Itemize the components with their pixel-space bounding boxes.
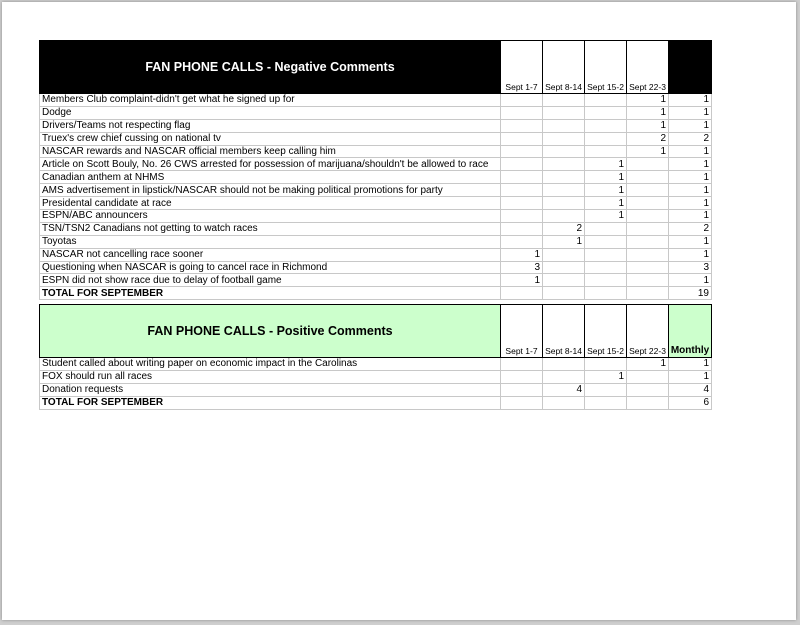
- negative-cell-total: 1: [669, 197, 712, 210]
- negative-cell-week-2: [543, 94, 585, 107]
- negative-cell-total: 1: [669, 235, 712, 248]
- positive-table-row: [40, 383, 712, 396]
- negative-cell-description: Presidental candidate at race: [40, 197, 501, 210]
- negative-cell-week-1: [501, 184, 543, 197]
- negative-cell-week-2: [543, 158, 585, 171]
- negative-cell-description: ESPN did not show race due to delay of football game: [40, 274, 501, 287]
- positive-cell-week-2: [543, 358, 585, 371]
- negative-cell-total: 1: [669, 171, 712, 184]
- positive-cell-week-1: [501, 370, 543, 383]
- negative-col-total: [669, 41, 712, 94]
- negative-cell-description: Toyotas: [40, 235, 501, 248]
- positive-cell-week-4: 1: [627, 358, 669, 371]
- negative-table-row: [40, 210, 712, 223]
- negative-cell-week-3: [585, 222, 627, 235]
- negative-cell-week-1: [501, 106, 543, 119]
- negative-cell-total: 1: [669, 274, 712, 287]
- negative-cell-week-1: [501, 235, 543, 248]
- negative-cell-week-2: 2: [543, 222, 585, 235]
- negative-cell-week-3: 1: [585, 158, 627, 171]
- negative-cell-total: 1: [669, 184, 712, 197]
- negative-cell-week-3: 1: [585, 197, 627, 210]
- negative-cell-week-4: 1: [627, 145, 669, 158]
- negative-col-week-1: Sept 1-7: [501, 41, 543, 94]
- negative-total-empty-cell: [585, 287, 627, 300]
- positive-col-week-3: Sept 15-2: [585, 305, 627, 358]
- positive-cell-total: 1: [669, 358, 712, 371]
- positive-col-week-4: Sept 22-3: [627, 305, 669, 358]
- negative-cell-description: AMS advertisement in lipstick/NASCAR should not be making political promotions for party: [40, 184, 501, 197]
- negative-cell-week-1: [501, 145, 543, 158]
- negative-cell-week-1: [501, 94, 543, 107]
- negative-cell-week-4: [627, 158, 669, 171]
- negative-cell-description: Article on Scott Bouly, No. 26 CWS arrested for possession of marijuana/shouldn't be allowed to race: [40, 158, 501, 171]
- negative-cell-week-3: [585, 248, 627, 261]
- positive-total-empty-cell: [501, 396, 543, 409]
- negative-cell-week-2: [543, 197, 585, 210]
- negative-table-row: [40, 158, 712, 171]
- negative-cell-week-3: [585, 274, 627, 287]
- negative-table-row: [40, 106, 712, 119]
- positive-total-empty-cell: [543, 396, 585, 409]
- negative-total-label: TOTAL FOR SEPTEMBER: [40, 287, 501, 300]
- negative-cell-week-3: [585, 119, 627, 132]
- positive-cell-description: Student called about writing paper on economic impact in the Carolinas: [40, 358, 501, 371]
- negative-cell-week-1: [501, 119, 543, 132]
- negative-cell-description: TSN/TSN2 Canadians not getting to watch races: [40, 222, 501, 235]
- negative-cell-total: 1: [669, 210, 712, 223]
- negative-cell-week-3: 1: [585, 210, 627, 223]
- negative-cell-week-3: [585, 145, 627, 158]
- positive-total-row: [40, 396, 712, 409]
- negative-cell-description: Canadian anthem at NHMS: [40, 171, 501, 184]
- negative-cell-week-2: [543, 184, 585, 197]
- positive-col-week-2: Sept 8-14: [543, 305, 585, 358]
- negative-table-row: [40, 197, 712, 210]
- negative-table-row: [40, 94, 712, 107]
- positive-cell-week-3: 1: [585, 370, 627, 383]
- negative-cell-week-3: [585, 94, 627, 107]
- negative-cell-total: 1: [669, 158, 712, 171]
- positive-cell-week-2: 4: [543, 383, 585, 396]
- negative-cell-week-4: 1: [627, 119, 669, 132]
- negative-cell-week-4: 2: [627, 132, 669, 145]
- negative-cell-week-4: [627, 210, 669, 223]
- negative-total-row: [40, 287, 712, 300]
- negative-cell-description: NASCAR not cancelling race sooner: [40, 248, 501, 261]
- positive-cell-week-1: [501, 358, 543, 371]
- negative-cell-total: 1: [669, 94, 712, 107]
- negative-cell-description: Questioning when NASCAR is going to cancel race in Richmond: [40, 261, 501, 274]
- negative-table-row: [40, 145, 712, 158]
- positive-table-row: [40, 370, 712, 383]
- negative-cell-total: 1: [669, 106, 712, 119]
- negative-cell-description: Members Club complaint-didn't get what he signed up for: [40, 94, 501, 107]
- negative-cell-week-3: [585, 132, 627, 145]
- negative-cell-week-4: [627, 197, 669, 210]
- negative-col-week-3: Sept 15-2: [585, 41, 627, 94]
- negative-cell-week-1: [501, 132, 543, 145]
- positive-table-row: [40, 358, 712, 371]
- negative-cell-description: ESPN/ABC announcers: [40, 210, 501, 223]
- negative-table-title: FAN PHONE CALLS - Negative Comments: [40, 41, 501, 94]
- negative-header-row: [40, 41, 712, 94]
- negative-cell-week-3: 1: [585, 171, 627, 184]
- negative-table-row: [40, 184, 712, 197]
- negative-cell-week-2: [543, 119, 585, 132]
- negative-table-row: [40, 171, 712, 184]
- negative-cell-week-2: 1: [543, 235, 585, 248]
- positive-total-value: 6: [669, 396, 712, 409]
- positive-cell-week-4: [627, 383, 669, 396]
- negative-table-row: [40, 132, 712, 145]
- negative-cell-week-2: [543, 261, 585, 274]
- negative-cell-week-2: [543, 274, 585, 287]
- negative-cell-total: 1: [669, 248, 712, 261]
- negative-cell-week-4: 1: [627, 94, 669, 107]
- negative-total-empty-cell: [627, 287, 669, 300]
- negative-cell-week-4: [627, 184, 669, 197]
- negative-cell-description: Truex's crew chief cussing on national tv: [40, 132, 501, 145]
- negative-cell-total: 1: [669, 145, 712, 158]
- negative-cell-week-2: [543, 171, 585, 184]
- negative-cell-week-2: [543, 132, 585, 145]
- positive-cell-week-4: [627, 370, 669, 383]
- negative-cell-week-4: [627, 274, 669, 287]
- positive-total-empty-cell: [627, 396, 669, 409]
- negative-cell-description: Dodge: [40, 106, 501, 119]
- document-page: [2, 2, 796, 620]
- negative-cell-week-3: [585, 235, 627, 248]
- negative-cell-week-1: [501, 171, 543, 184]
- negative-cell-week-3: [585, 261, 627, 274]
- negative-cell-total: 2: [669, 132, 712, 145]
- positive-cell-week-3: [585, 358, 627, 371]
- positive-cell-week-2: [543, 370, 585, 383]
- negative-cell-week-1: [501, 210, 543, 223]
- positive-cell-description: Donation requests: [40, 383, 501, 396]
- positive-table-body: [40, 358, 712, 410]
- negative-cell-week-1: 1: [501, 248, 543, 261]
- positive-comments-table: [39, 304, 712, 410]
- positive-cell-total: 1: [669, 370, 712, 383]
- negative-table-body: [40, 94, 712, 300]
- negative-cell-week-4: [627, 261, 669, 274]
- negative-col-week-2: Sept 8-14: [543, 41, 585, 94]
- negative-table-row: [40, 119, 712, 132]
- negative-cell-week-3: 1: [585, 184, 627, 197]
- positive-table-title: FAN PHONE CALLS - Positive Comments: [40, 305, 501, 358]
- negative-table-row: [40, 261, 712, 274]
- positive-col-week-1: Sept 1-7: [501, 305, 543, 358]
- negative-total-value: 19: [669, 287, 712, 300]
- positive-total-empty-cell: [585, 396, 627, 409]
- negative-cell-total: 1: [669, 119, 712, 132]
- negative-cell-week-1: 1: [501, 274, 543, 287]
- negative-cell-week-4: 1: [627, 106, 669, 119]
- negative-table-row: [40, 274, 712, 287]
- negative-table-row: [40, 235, 712, 248]
- negative-cell-week-1: [501, 222, 543, 235]
- negative-cell-week-4: [627, 235, 669, 248]
- negative-col-week-4: Sept 22-3: [627, 41, 669, 94]
- positive-col-monthly: Monthly: [669, 305, 712, 358]
- negative-cell-week-2: [543, 145, 585, 158]
- negative-cell-week-1: [501, 158, 543, 171]
- negative-cell-week-3: [585, 106, 627, 119]
- positive-cell-total: 4: [669, 383, 712, 396]
- negative-cell-week-2: [543, 210, 585, 223]
- negative-cell-week-4: [627, 222, 669, 235]
- negative-table-row: [40, 222, 712, 235]
- negative-cell-description: Drivers/Teams not respecting flag: [40, 119, 501, 132]
- negative-cell-week-2: [543, 106, 585, 119]
- negative-total-empty-cell: [543, 287, 585, 300]
- negative-cell-week-4: [627, 171, 669, 184]
- positive-cell-week-3: [585, 383, 627, 396]
- positive-cell-week-1: [501, 383, 543, 396]
- negative-cell-week-2: [543, 248, 585, 261]
- negative-cell-week-1: [501, 197, 543, 210]
- positive-total-label: TOTAL FOR SEPTEMBER: [40, 396, 501, 409]
- negative-cell-week-4: [627, 248, 669, 261]
- negative-cell-week-1: 3: [501, 261, 543, 274]
- positive-cell-description: FOX should run all races: [40, 370, 501, 383]
- negative-table-row: [40, 248, 712, 261]
- negative-total-empty-cell: [501, 287, 543, 300]
- negative-cell-total: 2: [669, 222, 712, 235]
- negative-cell-description: NASCAR rewards and NASCAR official members keep calling him: [40, 145, 501, 158]
- negative-cell-total: 3: [669, 261, 712, 274]
- negative-comments-table: [39, 40, 712, 300]
- positive-header-row: [40, 305, 712, 358]
